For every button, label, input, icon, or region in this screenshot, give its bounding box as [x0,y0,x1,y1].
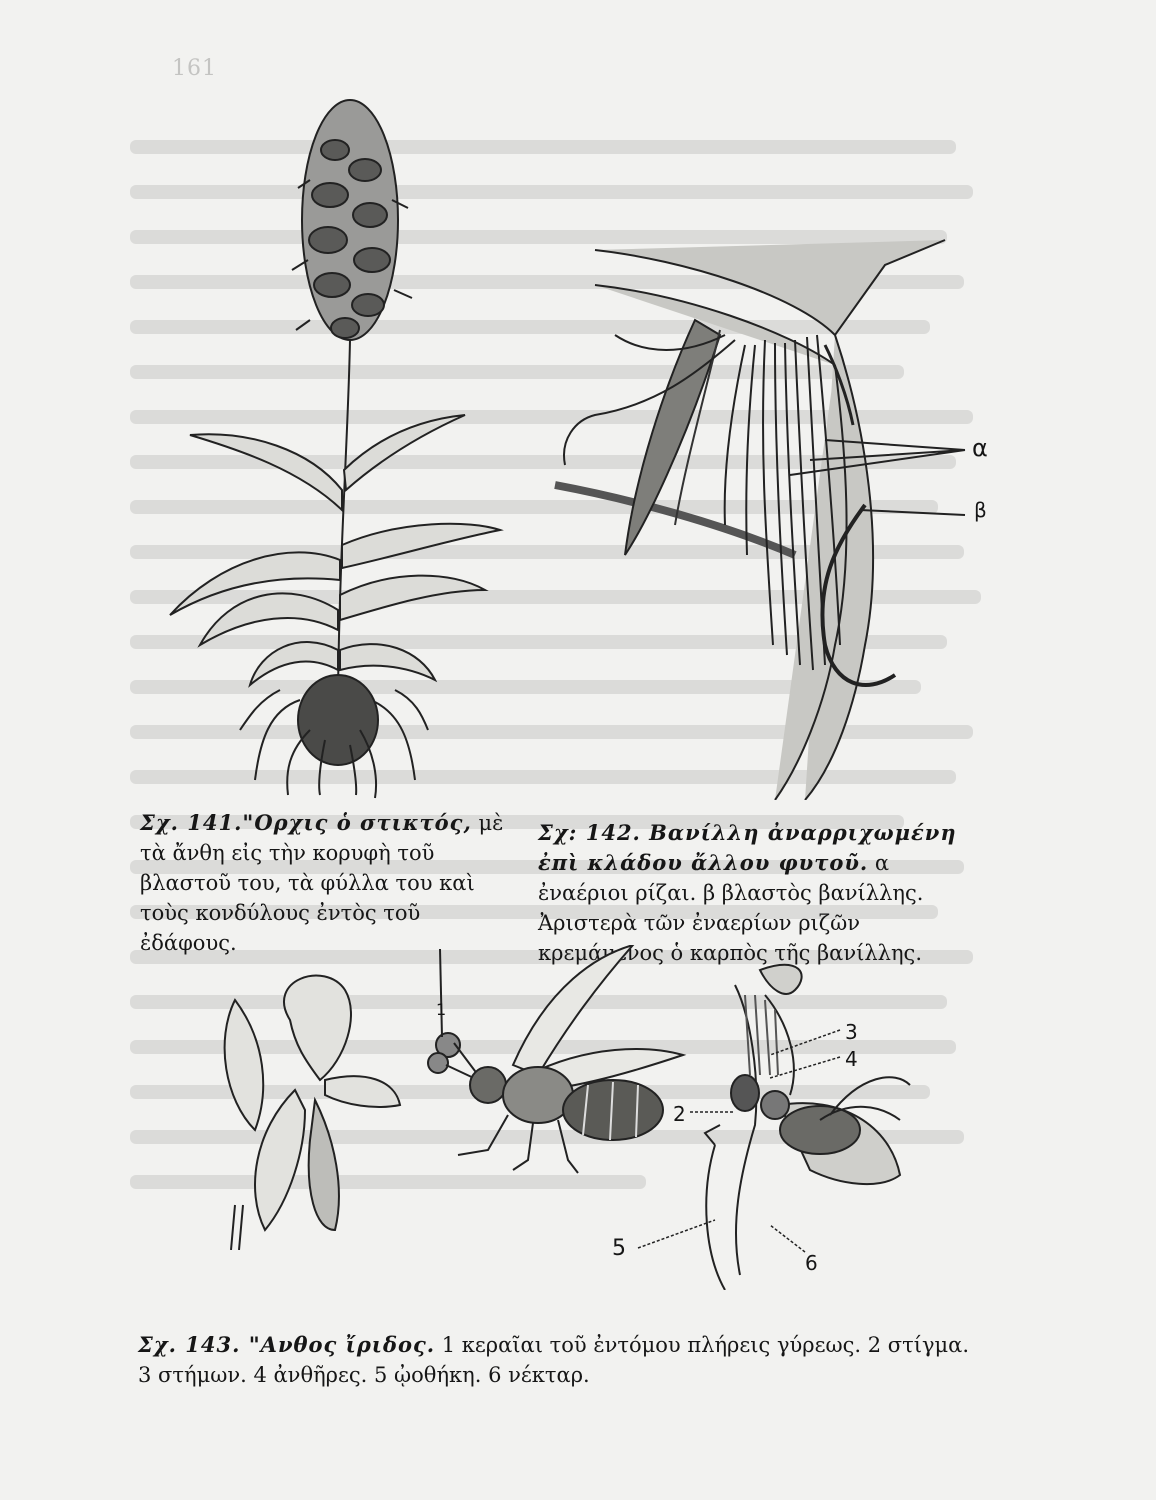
orchid-leaves [170,415,500,685]
caption-fig143-lead: Σχ. 143. "Ανθος ἴριδος. [138,1332,436,1357]
leader-lines-143 [620,1020,860,1260]
label-alpha: α [972,434,988,462]
host-branch [595,240,945,800]
orchid-stem [338,340,350,690]
caption-fig143-text: 1 κεραῖαι τοῦ ἐντόμου πλήρεις γύρεως. 2 στίγμα. 3 στήμων. 4 ἀνθῆρες. 5 ᾠοθήκη. 6 νέκταρ. [138,1333,970,1387]
caption-fig142-lead: Σχ: 142. Βανίλλη ἀναρριχωμένη ἐπὶ κλάδου ἄλλου φυτοῦ. [538,820,957,875]
orchid-roots-tubers [240,675,428,798]
caption-fig142-text: α ἐναέριοι ρίζαι. β βλαστὸς βανίλλης. Ἀριστερὰ τῶν ἐναερίων ριζῶν κρεμάμενος ὁ καρπὸς τῆς βανίλλης. [538,851,924,965]
label-5: 5 [612,1236,626,1261]
label-4: 4 [845,1047,858,1071]
label-1: 1 [436,1000,447,1019]
page-number: 161 [172,56,217,81]
caption-fig143 [138,1330,980,1390]
iris-flower-illustration [195,960,405,1250]
caption-fig141-lead: Σχ. 141."Ορχις ὁ στικτός, [140,810,472,835]
label-6: 6 [805,1251,818,1275]
orchid-illustration [160,90,520,800]
caption-fig141 [140,808,508,958]
label-2: 2 [673,1102,686,1126]
label-3: 3 [845,1020,858,1044]
caption-fig141-text: μὲ τὰ ἄνθη εἰς τὴν κορυφὴ τοῦ βλαστοῦ του, τὰ φύλλα του καὶ τοὺς κονδύλους ἐντὸς τοῦ ἐδάφους. [140,811,504,955]
label-beta: β [974,498,987,522]
orchid-flower-spike [292,100,412,340]
vanilla-illustration [535,225,985,800]
